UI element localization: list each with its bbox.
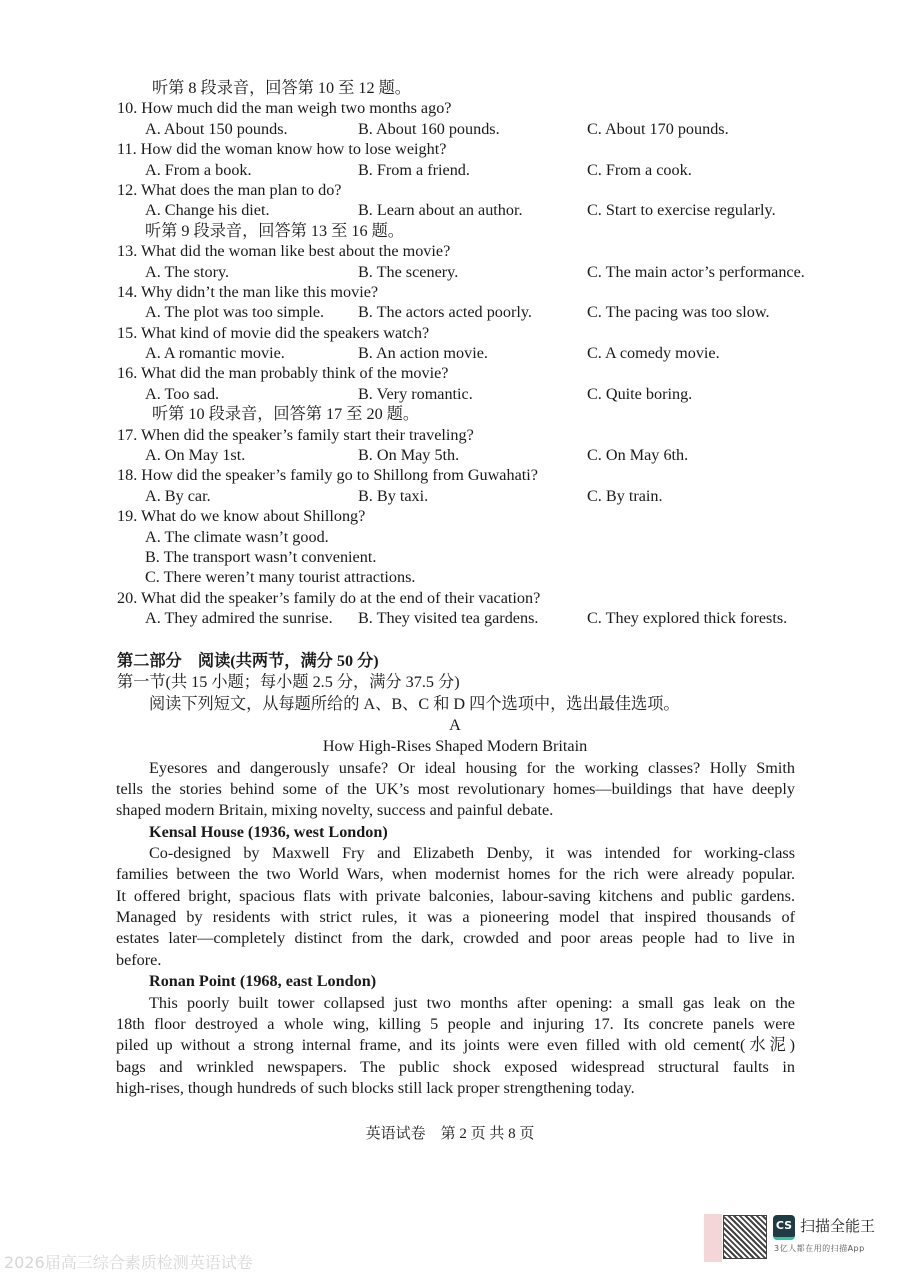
- question-options: [0, 160, 900, 180]
- reading-section: [0, 651, 900, 1099]
- qr-code-icon: [723, 1215, 767, 1259]
- option-a: A. By car.: [145, 486, 211, 505]
- question-text: 10. How much did the man weigh two months ago?: [117, 99, 452, 118]
- paragraph-line: [0, 1078, 900, 1099]
- paragraph-line: [0, 928, 900, 949]
- option-b: B. From a friend.: [358, 160, 470, 179]
- option-c: C. On May 6th.: [587, 446, 689, 465]
- question-options: [0, 262, 900, 282]
- option-b: B. They visited tea gardens.: [358, 609, 539, 628]
- paragraph-text: Managed by residents with strict rules, it was a pioneering model that inspired thousands of: [116, 908, 795, 927]
- passage-body: [0, 758, 900, 1100]
- subheading: [0, 971, 900, 992]
- section-heading-text: 听第 8 段录音，回答第 10 至 12 题。: [152, 79, 411, 97]
- paragraph-line: [0, 779, 900, 800]
- option-a: A. About 150 pounds.: [145, 119, 288, 138]
- camscanner-badge: CS: [773, 1215, 795, 1240]
- question-text: 14. Why didn’t the man like this movie?: [117, 282, 379, 301]
- question-option-row: [0, 567, 900, 587]
- paragraph-text: piled up without a strong internal frame, and its joints were even filled with old cement(水泥): [116, 1036, 795, 1055]
- paragraph-text: Co-designed by Maxwell Fry and Elizabeth Denby, it was intended for working-class: [149, 844, 795, 863]
- option-b: B. Very romantic.: [358, 384, 473, 403]
- question-options: [0, 343, 900, 363]
- question-options: [0, 119, 900, 139]
- paragraph-line: [0, 950, 900, 971]
- option-b: B. About 160 pounds.: [358, 119, 500, 138]
- instruction: 阅读下列短文，从每题所给的 A、B、C 和 D 四个选项中，选出最佳选项。: [149, 694, 680, 713]
- question-options: [0, 200, 900, 220]
- question-stem: [0, 241, 900, 261]
- option-a: A. Change his diet.: [145, 201, 270, 220]
- option-c: C. Quite boring.: [587, 384, 693, 403]
- paragraph-text: shaped modern Britain, mixing novelty, success and painful debate.: [116, 801, 554, 820]
- paragraph-text: It offered bright, spacious flats with private balconies, labour-saving kitchens and public gardens.: [116, 886, 795, 905]
- question-stem: [0, 588, 900, 608]
- paragraph-text: This poorly built tower collapsed just two months after opening: a small gas leak on the: [149, 993, 795, 1012]
- option-b: B. By taxi.: [358, 486, 429, 505]
- option-c: C. About 170 pounds.: [587, 119, 729, 138]
- section-heading: [0, 404, 900, 424]
- option-b: B. An action movie.: [358, 344, 488, 363]
- option-c: C. By train.: [587, 486, 663, 505]
- question-stem: [0, 425, 900, 445]
- page-footer: 英语试卷 第 2 页 共 8 页: [365, 1126, 535, 1142]
- option-a: A. The story.: [145, 262, 230, 281]
- paragraph-line: [0, 843, 900, 864]
- paragraph-line: [0, 993, 900, 1014]
- question-stem: [0, 323, 900, 343]
- paragraph-line: [0, 1057, 900, 1078]
- question-options: [0, 302, 900, 322]
- question-text: 18. How did the speaker’s family go to Shillong from Guwahati?: [117, 466, 538, 485]
- paragraph-line: [0, 1014, 900, 1035]
- question-text: 19. What do we know about Shillong?: [117, 507, 366, 526]
- subheading: [0, 822, 900, 843]
- option-a: A. The climate wasn’t good.: [145, 527, 329, 546]
- question-options: [0, 608, 900, 628]
- question-text: 20. What did the speaker’s family do at the end of their vacation?: [117, 588, 541, 607]
- subheading-text: Ronan Point (1968, east London): [149, 972, 377, 991]
- paragraph-text: high-rises, though hundreds of such blocks still lack proper strengthening today.: [116, 1078, 635, 1097]
- paragraph-text: before.: [116, 950, 162, 969]
- paragraph-line: [0, 864, 900, 885]
- paragraph-text: 18th floor destroyed a whole wing, killing 5 people and injuring 17. Its concrete panels were: [116, 1014, 795, 1033]
- question-stem: [0, 139, 900, 159]
- section-heading: [0, 221, 900, 241]
- question-text: 11. How did the woman know how to lose weight?: [117, 140, 447, 159]
- option-b: B. The transport wasn’t convenient.: [145, 547, 377, 566]
- subheading-text: Kensal House (1936, west London): [149, 822, 388, 841]
- question-option-row: [0, 547, 900, 567]
- paragraph-text: estates later—completely distinct from the dark, crowded and poor areas people had to live in: [116, 929, 795, 948]
- question-option-row: [0, 527, 900, 547]
- question-stem: [0, 98, 900, 118]
- question-text: 12. What does the man plan to do?: [117, 180, 342, 199]
- option-a: A. Too sad.: [145, 384, 220, 403]
- paragraph-text: bags and wrinkled newspapers. The public shock exposed widespread structural faults in: [116, 1057, 795, 1076]
- option-b: B. The actors acted poorly.: [358, 303, 532, 322]
- option-a: A. From a book.: [145, 160, 252, 179]
- option-c: C. The pacing was too slow.: [587, 303, 770, 322]
- part-title: 第二部分 阅读(共两节，满分 50 分): [117, 652, 379, 670]
- question-text: 17. When did the speaker’s family start their traveling?: [117, 425, 474, 444]
- option-b: B. Learn about an author.: [358, 201, 523, 220]
- question-options: [0, 486, 900, 506]
- section-heading-text: 听第 9 段录音，回答第 13 至 16 题。: [145, 221, 404, 240]
- option-a: A. A romantic movie.: [145, 344, 285, 363]
- option-c: C. There weren’t many tourist attractions.: [145, 568, 416, 587]
- question-stem: [0, 506, 900, 526]
- camscanner-name: 扫描全能王: [800, 1217, 876, 1235]
- question-options: [0, 445, 900, 465]
- question-text: 15. What kind of movie did the speakers watch?: [117, 323, 430, 342]
- section-heading-text: 听第 10 段录音，回答第 17 至 20 题。: [152, 405, 420, 424]
- option-c: C. Start to exercise regularly.: [587, 201, 776, 220]
- question-stem: [0, 465, 900, 485]
- option-b: B. On May 5th.: [358, 446, 460, 465]
- option-a: A. On May 1st.: [145, 446, 246, 465]
- paragraph-text: Eyesores and dangerously unsafe? Or ideal housing for the working classes? Holly Smith: [149, 758, 795, 777]
- question-stem: [0, 282, 900, 302]
- option-b: B. The scenery.: [358, 262, 459, 281]
- paragraph-text: tells the stories behind some of the UK’s most revolutionary homes—buildings that have deeply: [116, 780, 795, 799]
- option-a: A. The plot was too simple.: [145, 303, 325, 322]
- paragraph-line: [0, 886, 900, 907]
- passage-title: How High-Rises Shaped Modern Britain: [322, 737, 588, 756]
- question-text: 16. What did the man probably think of the movie?: [117, 364, 449, 383]
- question-stem: [0, 180, 900, 200]
- option-c: C. The main actor’s performance.: [587, 262, 805, 281]
- paragraph-text: families between the two World Wars, when modernist homes for the rich were already popular.: [116, 865, 795, 884]
- option-a: A. They admired the sunrise.: [145, 609, 333, 628]
- option-c: C. From a cook.: [587, 160, 692, 179]
- paragraph-line: [0, 1035, 900, 1056]
- option-c: C. They explored thick forests.: [587, 609, 788, 628]
- option-c: C. A comedy movie.: [587, 344, 720, 363]
- passage-letter: A: [449, 716, 461, 735]
- section-heading: [0, 78, 900, 98]
- question-options: [0, 384, 900, 404]
- question-text: 13. What did the woman like best about the movie?: [117, 242, 451, 261]
- section-title: 第一节(共 15 小题；每小题 2.5 分，满分 37.5 分): [117, 673, 460, 692]
- question-stem: [0, 363, 900, 383]
- paragraph-line: [0, 758, 900, 779]
- paragraph-line: [0, 907, 900, 928]
- listening-section: [0, 78, 900, 629]
- paragraph-line: [0, 800, 900, 821]
- watermark: 2026届高三综合素质检测英语试卷: [4, 1253, 253, 1272]
- camscanner-tagline: 3亿人都在用的扫描App: [774, 1244, 865, 1253]
- camscanner-logo: [718, 1212, 888, 1262]
